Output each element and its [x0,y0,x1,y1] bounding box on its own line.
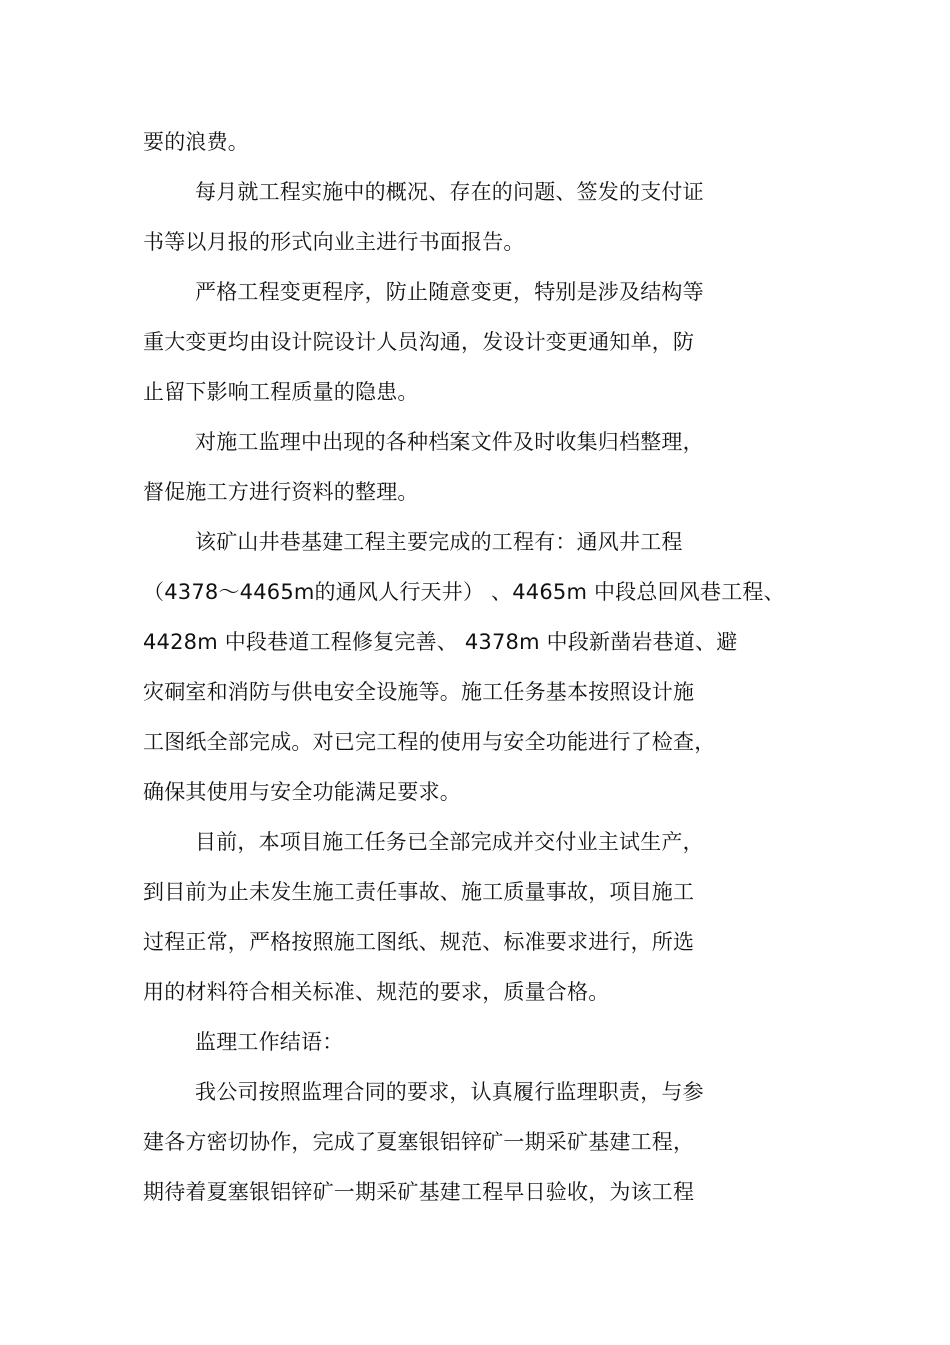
text-line: 4428m 中段巷道工程修复完善、 4378m 中段新凿岩巷道、避 [143,630,738,654]
text-line: 建各方密切协作，完成了夏塞银铝锌矿一期采矿基建工程， [143,1130,695,1154]
text-line: 重大变更均由设计院设计人员沟通，发设计变更通知单，防 [143,330,695,354]
text-line: 确保其使用与安全功能满足要求。 [143,780,461,804]
text-line: 期待着夏塞银铝锌矿一期采矿基建工程早日验收，为该工程 [143,1180,695,1204]
text-line: 严格工程变更程序，防止随意变更，特别是涉及结构等 [195,280,704,304]
text-line: 对施工监理中出现的各种档案文件及时收集归档整理， [195,430,704,454]
text-line: 要的浪费。 [143,130,249,154]
text-line: 该矿山井巷基建工程主要完成的工程有：通风井工程 [195,530,683,554]
text-line: 督促施工方进行资料的整理。 [143,480,419,504]
text-line: 我公司按照监理合同的要求，认真履行监理职责，与参 [195,1080,704,1104]
text-line: 每月就工程实施中的概况、存在的问题、签发的支付证 [195,180,704,204]
text-line: 目前，本项目施工任务已全部完成并交付业主试生产， [195,830,704,854]
text-line: 止留下影响工程质量的隐患。 [143,380,419,404]
text-line: 书等以月报的形式向业主进行书面报告。 [143,230,525,254]
text-line: 监理工作结语： [195,1030,344,1054]
text-line: 过程正常，严格按照施工图纸、规范、标准要求进行，所选 [143,930,695,954]
text-line: 灾硐室和消防与供电安全设施等。施工任务基本按照设计施 [143,680,695,704]
text-line: 到目前为止未发生施工责任事故、施工质量事故，项目施工 [143,880,695,904]
text-line: 用的材料符合相关标准、规范的要求，质量合格。 [143,980,610,1004]
text-line: （4378～4465m的通风人行天井） 、4465m 中段总回风巷工程、 [143,580,785,604]
text-line: 工图纸全部完成。对已完工程的使用与安全功能进行了检查， [143,730,716,754]
